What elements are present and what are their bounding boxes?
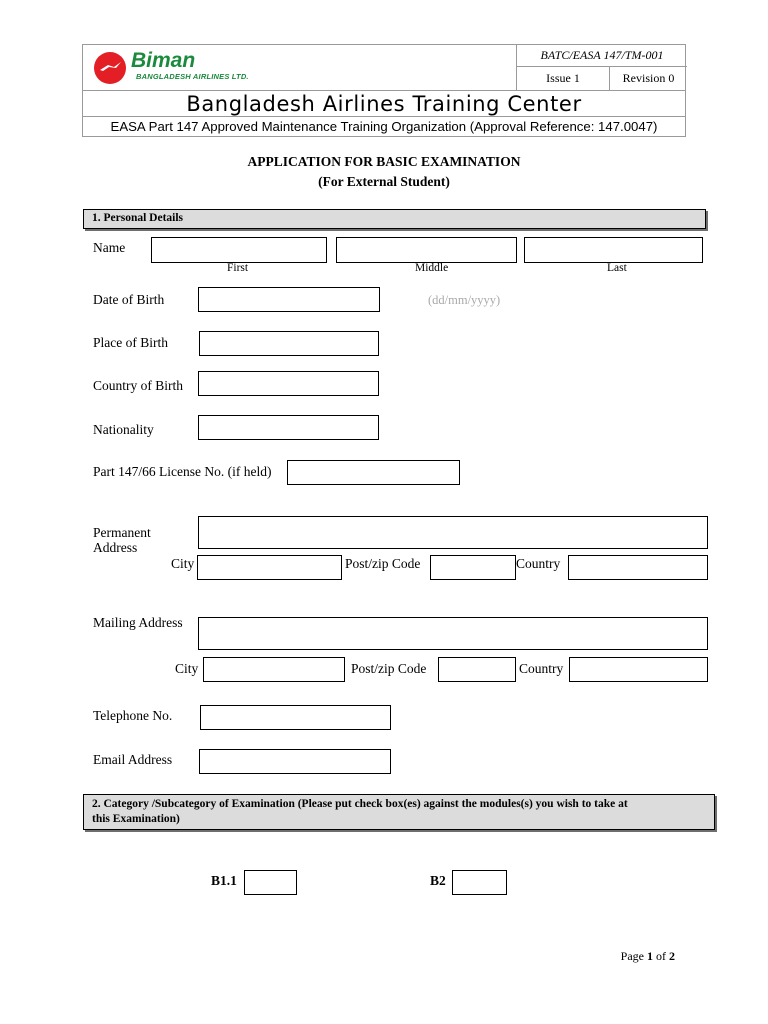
page-word: Page	[620, 949, 644, 963]
easa-approval-line: EASA Part 147 Approved Maintenance Training Organization (Approval Reference: 147.0047)	[110, 119, 658, 134]
b2-label: B2	[430, 873, 446, 888]
mailing-address-field[interactable]	[198, 617, 708, 650]
form-subtitle: (For External Student)	[318, 174, 450, 189]
middle-name-field[interactable]	[336, 237, 517, 263]
section-personal-details	[83, 209, 706, 229]
brand-name: Biman	[131, 49, 196, 72]
permanent-address-label-1: Permanent	[93, 525, 151, 540]
perm-postzip-label: Post/zip Code	[345, 556, 421, 571]
mail-country-label: Country	[519, 661, 564, 676]
b11-label: B1.1	[211, 873, 237, 888]
last-name-field[interactable]	[524, 237, 703, 263]
cob-field[interactable]	[198, 371, 379, 396]
brand-subtitle: BANGLADESH AIRLINES LTD.	[136, 72, 249, 81]
license-label: Part 147/66 License No. (if held)	[93, 464, 272, 479]
biman-logo-icon	[94, 52, 126, 84]
of-word: of	[656, 949, 666, 963]
name-label: Name	[93, 240, 126, 255]
document-reference: BATC/EASA 147/TM-001	[517, 45, 687, 67]
permanent-address-field[interactable]	[198, 516, 708, 549]
dob-format-hint: (dd/mm/yyyy)	[428, 293, 501, 307]
nationality-label: Nationality	[93, 422, 154, 437]
section-exam-category	[83, 794, 715, 830]
license-field[interactable]	[287, 460, 460, 485]
perm-city-label: City	[171, 556, 195, 571]
form-title: APPLICATION FOR BASIC EXAMINATION	[247, 154, 521, 169]
email-label: Email Address	[93, 752, 173, 767]
last-caption: Last	[607, 262, 627, 274]
mailing-address-label: Mailing Address	[93, 615, 183, 630]
document-header	[82, 44, 686, 137]
logo-cell	[83, 45, 517, 90]
first-name-field[interactable]	[151, 237, 327, 263]
page-current: 1	[647, 949, 653, 963]
perm-country-field[interactable]	[568, 555, 708, 580]
b11-checkbox[interactable]	[244, 870, 297, 895]
pob-field[interactable]	[199, 331, 379, 356]
page-number	[621, 949, 675, 964]
mail-city-field[interactable]	[203, 657, 345, 682]
mail-country-field[interactable]	[569, 657, 708, 682]
email-field[interactable]	[199, 749, 391, 774]
issue-number: Issue 1	[517, 67, 610, 90]
telephone-label: Telephone No.	[93, 708, 173, 723]
telephone-field[interactable]	[200, 705, 391, 730]
section2-heading-line1: 2. Category /Subcategory of Examination (Please put check box(es) against the modules(s) you wish to take at	[92, 798, 628, 810]
pob-label: Place of Birth	[93, 335, 168, 350]
revision-number: Revision 0	[622, 71, 675, 85]
page-total: 2	[669, 949, 675, 963]
perm-postzip-field[interactable]	[430, 555, 516, 580]
cob-label: Country of Birth	[93, 378, 183, 393]
mail-postzip-field[interactable]	[438, 657, 516, 682]
nationality-field[interactable]	[198, 415, 379, 440]
middle-caption: Middle	[415, 262, 449, 274]
center-name: Bangladesh Airlines Training Center	[83, 90, 685, 117]
section2-heading-line2: this Examination)	[92, 813, 180, 825]
mail-city-label: City	[175, 661, 199, 676]
perm-city-field[interactable]	[197, 555, 342, 580]
dob-label: Date of Birth	[93, 292, 165, 307]
perm-country-label: Country	[516, 556, 561, 571]
b2-checkbox[interactable]	[452, 870, 507, 895]
section-heading: 1. Personal Details	[92, 212, 184, 224]
dob-field[interactable]	[198, 287, 380, 312]
mail-postzip-label: Post/zip Code	[351, 661, 427, 676]
permanent-address-label-2: Address	[93, 540, 138, 555]
first-caption: First	[227, 262, 249, 274]
